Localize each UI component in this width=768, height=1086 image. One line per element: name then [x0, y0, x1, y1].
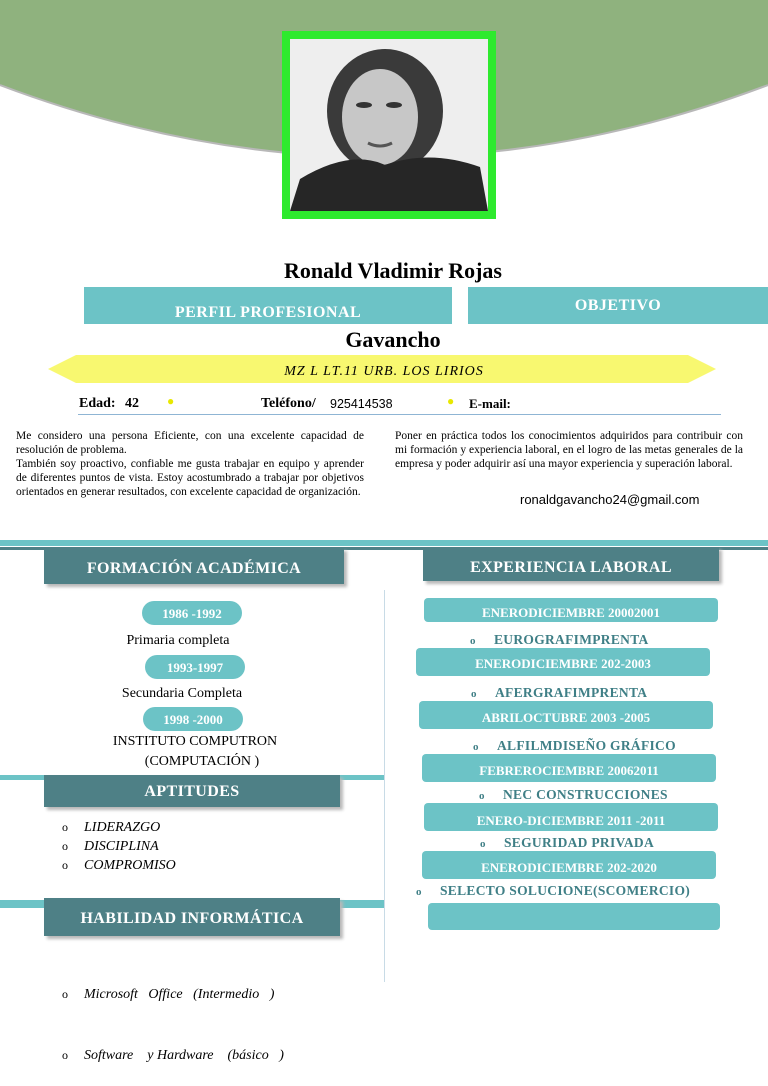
job-period-box	[419, 701, 713, 729]
list-item: o Microsoft Office (Intermedio )	[62, 984, 284, 1005]
formacion-title: FORMACIÓN ACADÉMICA	[86, 560, 302, 577]
edu-years: 1993-1997	[166, 660, 224, 675]
edad-label: Edad:	[79, 396, 116, 411]
job-period: ENERODICIEMBRE 202-2003	[475, 656, 651, 671]
circle-bullet-icon: o	[62, 839, 68, 853]
telefono-label: Teléfono/	[261, 396, 316, 411]
job-period: ENERODICIEMBRE 20002001	[481, 605, 661, 620]
edu-label: Primaria completa	[126, 633, 230, 648]
job-company: SEGURIDAD PRIVADA	[504, 835, 654, 850]
job-company: EUROGRAFIMPRENTA	[494, 632, 649, 647]
perfil-header-label: PERFIL PROFESIONAL	[174, 304, 362, 321]
aptitudes-header	[44, 775, 340, 807]
edu-years-pill	[142, 601, 242, 625]
circle-bullet-icon: o	[62, 820, 68, 834]
job-item	[470, 632, 649, 648]
edu-label-2: (COMPUTACIÓN )	[144, 754, 260, 769]
list-item: o COMPROMISO	[62, 858, 176, 873]
email-value[interactable]: ronaldgavancho24@gmail.com	[520, 492, 700, 507]
experiencia-header	[423, 547, 719, 581]
job-company: AFERGRAFIMPRENTA	[495, 685, 648, 700]
aptitudes-list	[62, 818, 176, 875]
formacion-header	[44, 548, 344, 584]
job-item	[471, 685, 647, 701]
circle-bullet-icon: o	[470, 635, 476, 647]
job-period-box	[424, 598, 718, 622]
job-period: ABRILOCTUBRE 2003 -2005	[481, 710, 651, 725]
circle-bullet-icon: o	[471, 688, 477, 700]
experiencia-title: EXPERIENCIA LABORAL	[470, 559, 672, 576]
job-period-box	[424, 803, 718, 831]
job-company: NEC CONSTRUCCIONES	[503, 787, 668, 802]
profile-photo	[282, 31, 496, 219]
list-item: o Software y Hardware (básico )	[62, 1045, 284, 1066]
aptitudes-title: APTITUDES	[144, 783, 240, 800]
empty-period-box	[428, 903, 720, 930]
column-divider	[384, 590, 385, 982]
list-item: o DISCIPLINA	[62, 839, 159, 854]
perfil-text: Me considero una persona Eficiente, con una excelente capacidad de resolución de problema. También soy proactivo, confiable me gusta trabajar en equipo y aprender de diferentes puntos de vista. Estoy acostumbrado a trabajar por objetivos orientados en generar resultados, con excelente capacidad de organización.	[16, 430, 364, 498]
job-period-box	[422, 851, 716, 879]
email-label: E-mail:	[469, 396, 511, 411]
person-portrait	[290, 39, 488, 211]
telefono-value: 925414538	[330, 397, 393, 411]
bullet-icon: ●	[447, 394, 455, 408]
job-item	[480, 835, 654, 851]
objetivo-header-label: OBJETIVO	[574, 297, 662, 314]
circle-bullet-icon: o	[479, 790, 485, 802]
circle-bullet-icon: o	[62, 858, 68, 872]
list-item: o LIDERAZGO	[62, 820, 161, 835]
job-period: FEBREROCIEMBRE 20062011	[479, 763, 659, 778]
bullet-icon: ●	[167, 394, 175, 408]
circle-bullet-icon: o	[473, 741, 479, 753]
name-line-1: Ronald Vladimir Rojas	[283, 258, 502, 283]
objetivo-text: Poner en práctica todos los conocimientos adquiridos para contribuir con mi formación y experiencia laboral, en el logro de las metas generales de la empresa y poder adquirir así una mayor experiencia y superación laboral.	[395, 430, 743, 470]
job-period: ENERO-DICIEMBRE 2011 -2011	[476, 813, 666, 828]
job-item	[416, 883, 690, 899]
job-period: ENERODICIEMBRE 202-2020	[481, 860, 657, 875]
edu-years: 1986 -1992	[162, 606, 222, 621]
circle-bullet-icon: o	[416, 886, 422, 898]
perfil-header	[84, 287, 452, 324]
job-company: SELECTO SOLUCIONE(SCOMERCIO)	[440, 883, 691, 898]
job-item	[479, 787, 668, 803]
job-period-box	[422, 754, 716, 782]
edu-years-pill	[143, 707, 243, 731]
circle-bullet-icon: o	[480, 838, 486, 850]
job-item	[473, 738, 676, 754]
name-line-2: Gavancho	[345, 327, 441, 352]
circle-bullet-icon: o	[62, 1048, 68, 1062]
habilidad-list	[62, 944, 284, 1086]
edu-label: INSTITUTO COMPUTRON	[112, 734, 278, 749]
circle-bullet-icon: o	[62, 987, 68, 1001]
edad-value: 42	[125, 396, 139, 411]
divider	[78, 414, 721, 415]
job-company: ALFILMDISEÑO GRÁFICO	[497, 738, 676, 753]
edu-years: 1998 -2000	[163, 712, 223, 727]
section-band	[0, 540, 768, 546]
habilidad-title: HABILIDAD INFORMÁTICA	[80, 910, 304, 927]
objetivo-header	[468, 287, 768, 324]
job-period-box	[416, 648, 710, 676]
edu-label: Secundaria Completa	[121, 686, 243, 701]
habilidad-header	[44, 898, 340, 936]
edu-years-pill	[145, 655, 245, 679]
address: MZ L LT.11 URB. LOS LIRIOS	[284, 364, 484, 379]
